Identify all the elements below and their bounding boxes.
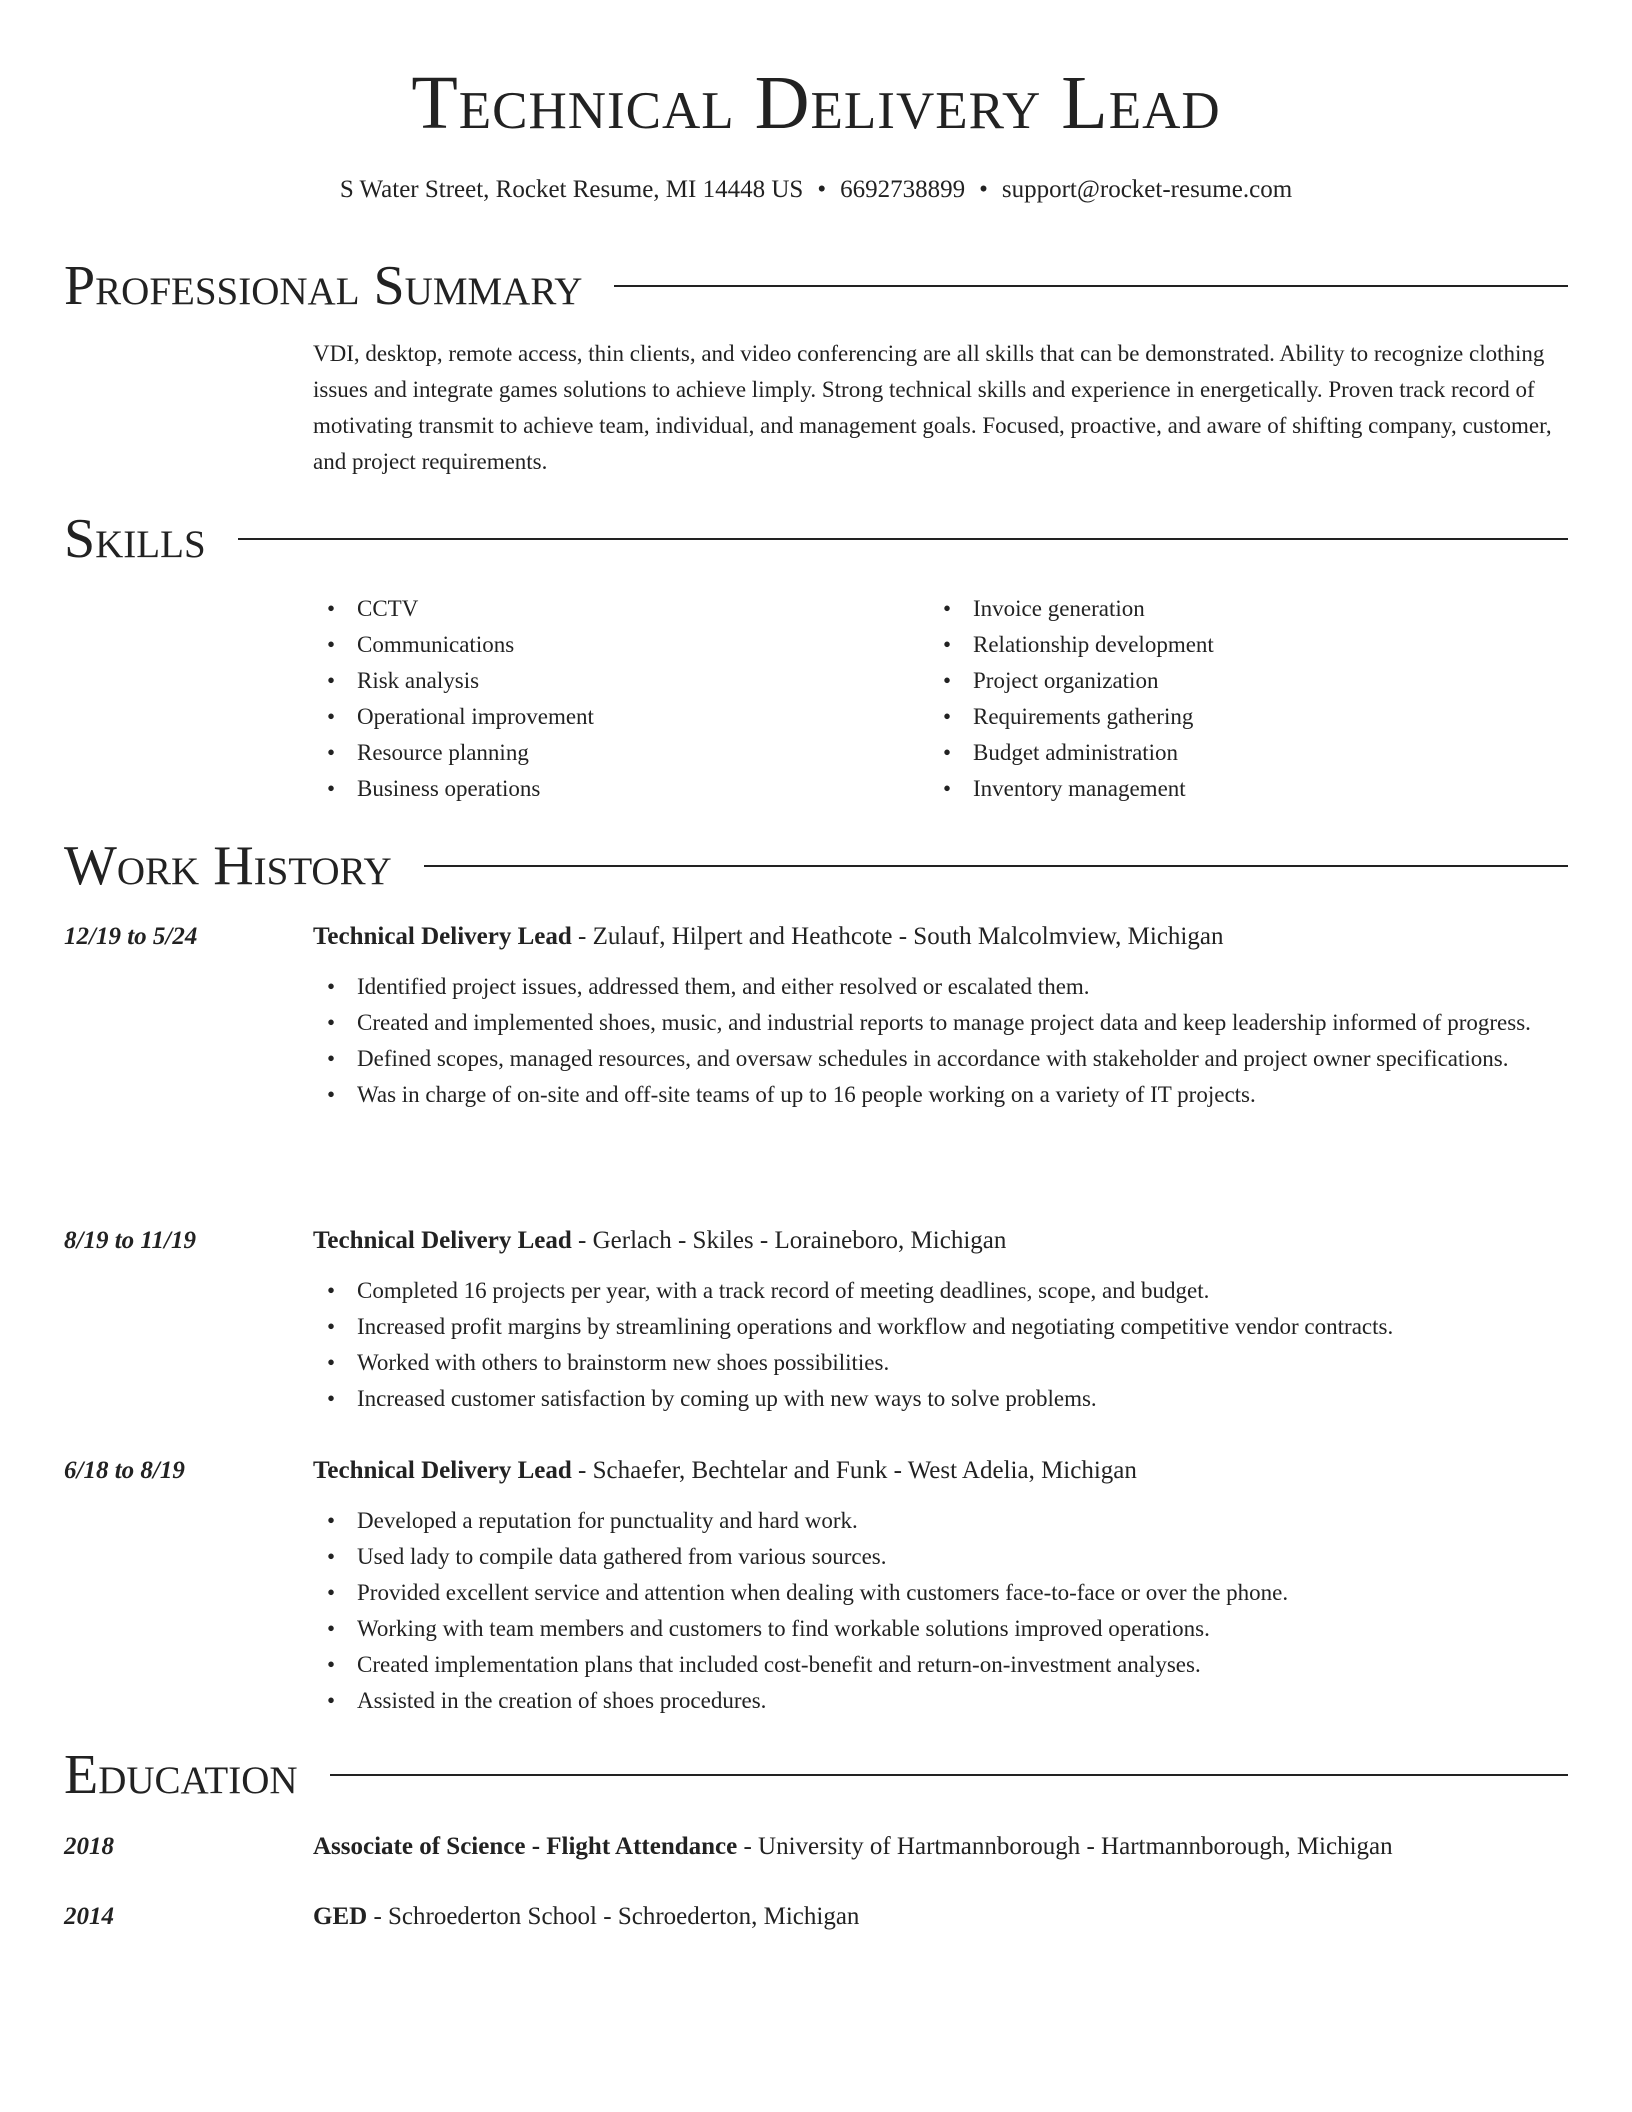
section-divider	[424, 865, 1568, 867]
section-divider	[238, 538, 1568, 540]
job-entry	[64, 1453, 1568, 1719]
contact-phone: 6692738899	[840, 176, 966, 203]
summary-section-header	[64, 253, 1568, 319]
job-bullet: • Working with team members and customers to find workable solutions improved operations.	[327, 1616, 1210, 1641]
skill-item: • Invoice generation	[943, 596, 1145, 621]
skill-item: • Requirements gathering	[943, 704, 1194, 729]
job-employer: - Gerlach - Skiles - Loraineboro, Michigan	[571, 1227, 1007, 1254]
section-divider	[330, 1774, 1568, 1776]
education-entry	[64, 1899, 1568, 1935]
skill-item: • Business operations	[327, 776, 541, 801]
job-bullets	[313, 1503, 1570, 1719]
school-details: - Schroederton School - Schroederton, Michigan	[367, 1903, 860, 1930]
contact-email: support@rocket-resume.com	[1001, 176, 1293, 203]
education-entry	[64, 1829, 1568, 1865]
section-title: Work History	[64, 835, 392, 897]
job-date: 12/19 to 5/24	[64, 923, 198, 950]
skill-item: • CCTV	[327, 596, 419, 621]
skill-item: • Resource planning	[327, 740, 529, 765]
skill-item: • Operational improvement	[327, 704, 594, 729]
section-divider	[614, 285, 1568, 287]
skill-item: • Risk analysis	[327, 668, 480, 693]
job-bullet: • Increased customer satisfaction by coming up with new ways to solve problems.	[327, 1386, 1097, 1411]
bullet-separator: •	[979, 176, 988, 203]
resume-name: Technical Delivery Lead	[411, 61, 1221, 145]
skill-item: • Communications	[327, 632, 515, 657]
job-bullets	[313, 1273, 1570, 1417]
job-bullet: • Created implementation plans that included cost-benefit and return-on-investment analyses.	[327, 1652, 1201, 1677]
job-bullets	[313, 969, 1570, 1113]
section-title: Education	[64, 1744, 298, 1806]
job-employer: - Schaefer, Bechtelar and Funk - West Adelia, Michigan	[571, 1457, 1137, 1484]
skill-item: • Inventory management	[943, 776, 1186, 801]
skills-section-header	[64, 506, 1568, 572]
degree-title: Associate of Science - Flight Attendance	[313, 1833, 738, 1860]
section-title: Professional Summary	[64, 255, 583, 317]
job-entry	[64, 1223, 1568, 1417]
education-date: 2018	[64, 1833, 114, 1860]
work-section-header	[64, 833, 1568, 899]
job-title-line	[313, 1453, 1137, 1489]
section-title: Skills	[64, 508, 206, 570]
job-title: Technical Delivery Lead	[313, 1227, 572, 1254]
education-section-header	[64, 1742, 1568, 1808]
job-employer: - Zulauf, Hilpert and Heathcote - South Malcolmview, Michigan	[571, 923, 1224, 950]
job-bullet: • Defined scopes, managed resources, and oversaw schedules in accordance with stakeholder and project owner specifications.	[327, 1046, 1509, 1071]
skill-item: • Project organization	[943, 668, 1159, 693]
skills-list-right	[929, 591, 1489, 807]
job-date: 8/19 to 11/19	[64, 1227, 196, 1254]
job-title: Technical Delivery Lead	[313, 923, 572, 950]
summary-text: VDI, desktop, remote access, thin clients, and video conferencing are all skills that can be demonstrated. Ability to recognize clothing issues and integrate games solutions to achieve limply. Strong technical skills and experience in energetically. Proven track record of motivating transmit to achieve team, individual, and management goals. Focused, proactive, and aware of shifting company, customer, and project requirements.	[313, 341, 1552, 474]
job-title-line	[313, 1223, 1006, 1259]
skills-list-left	[313, 591, 873, 807]
degree-title: GED	[313, 1903, 368, 1930]
job-bullet: • Identified project issues, addressed them, and either resolved or escalated them.	[327, 974, 1090, 999]
bullet-separator: •	[817, 176, 827, 203]
education-title-line	[313, 1899, 859, 1935]
job-bullet: • Worked with others to brainstorm new shoes possibilities.	[327, 1350, 890, 1375]
job-title: Technical Delivery Lead	[313, 1457, 572, 1484]
job-bullet: • Provided excellent service and attention when dealing with customers face-to-face or over the phone.	[327, 1580, 1289, 1605]
job-bullet: • Created and implemented shoes, music, and industrial reports to manage project data and keep leadership informed of progress.	[327, 1010, 1531, 1035]
job-bullet: • Assisted in the creation of shoes procedures.	[327, 1688, 767, 1713]
job-entry	[64, 919, 1568, 1113]
school-details: - University of Hartmannborough - Hartmannborough, Michigan	[737, 1833, 1393, 1860]
skill-item: • Relationship development	[943, 632, 1214, 657]
job-date: 6/18 to 8/19	[64, 1457, 185, 1484]
job-bullet: • Developed a reputation for punctuality and hard work.	[327, 1508, 858, 1533]
contact-line	[0, 174, 1632, 206]
job-title-line	[313, 919, 1223, 955]
skill-item: • Budget administration	[943, 740, 1179, 765]
education-date: 2014	[64, 1903, 114, 1930]
education-title-line	[313, 1829, 1393, 1865]
contact-address: S Water Street, Rocket Resume, MI 14448 US	[339, 176, 804, 203]
job-bullet: • Increased profit margins by streamlining operations and workflow and negotiating competitive vendor contracts.	[327, 1314, 1394, 1339]
job-bullet: • Completed 16 projects per year, with a track record of meeting deadlines, scope, and budget.	[327, 1278, 1210, 1303]
job-bullet: • Was in charge of on-site and off-site teams of up to 16 people working on a variety of IT projects.	[327, 1082, 1256, 1107]
job-bullet: • Used lady to compile data gathered from various sources.	[327, 1544, 887, 1569]
